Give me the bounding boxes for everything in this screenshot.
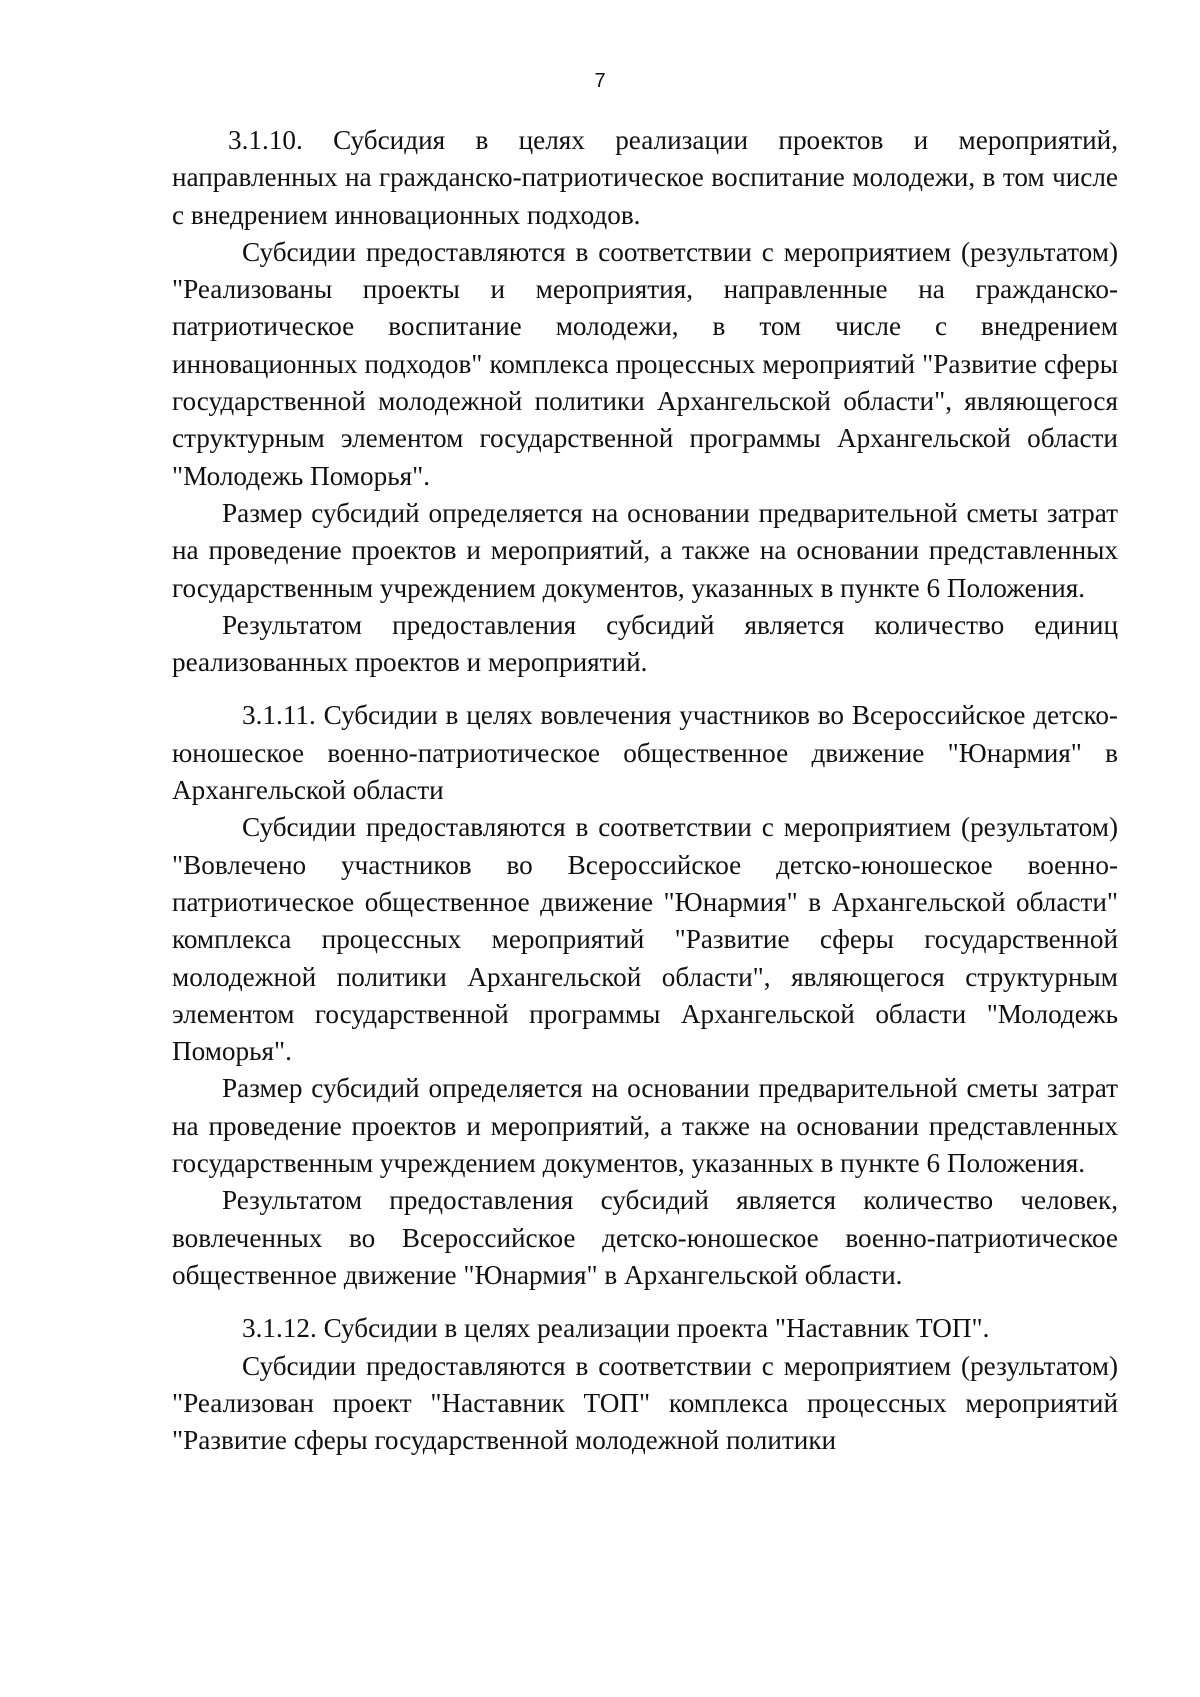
- section-3-1-10-heading: 3.1.10. Субсидия в целях реализации проектов и мероприятий, направленных на гражданско-патриотическое воспитание молодежи, в том числе с внедрением инновационных подходов.: [172, 125, 1118, 230]
- section-3-1-10-result: Результатом предоставления субсидий является количество единиц реализованных проектов и мероприятий.: [172, 609, 1118, 678]
- section-3-1-10-amount: Размер субсидий определяется на основании предварительной сметы затрат на проведение проектов и мероприятий, а также на основании представленных государственным учреждением документов, указанных в пункте 6 Положения.: [172, 497, 1118, 603]
- section-3-1-11-heading: 3.1.11. Субсидии в целях вовлечения участников во Всероссийское детско-юношеское военно-патриотическое общественное движение "Юнармия" в Архангельской области: [172, 700, 1118, 806]
- section-3-1-12-heading: 3.1.12. Субсидии в целях реализации проекта "Наставник ТОП".: [242, 1313, 990, 1344]
- document-body: [172, 122, 1118, 1459]
- page-number: 7: [594, 70, 606, 92]
- section-3-1-11-basis: Субсидии предоставляются в соответствии с мероприятием (результатом) "Вовлечено участников во Всероссийское детско-юношеское военно-патриотическое общественное движение "Юнармия" в Архангельской области" комплекса процессных мероприятий "Развитие сферы государственной молодежной политики Архангельской области", являющегося структурным элементом государственной программы Архангельской области "Молодежь Поморья".: [172, 812, 1118, 1067]
- section-3-1-10-basis: Субсидии предоставляются в соответствии с мероприятием (результатом) "Реализованы проекты и мероприятия, направленные на гражданско-патриотическое воспитание молодежи, в том числе с внедрением инновационных подходов" комплекса процессных мероприятий "Развитие сферы государственной молодежной политики Архангельской области", являющегося структурным элементом государственной программы Архангельской области "Молодежь Поморья".: [172, 236, 1118, 491]
- section-3-1-12-basis: Субсидии предоставляются в соответствии с мероприятием (результатом) "Реализован проект "Наставник ТОП" комплекса процессных мероприятий "Развитие сферы государственной молодежной политики: [172, 1350, 1118, 1456]
- section-3-1-11-result: Результатом предоставления субсидий является количество человек, вовлеченных во Всероссийское детско-юношеское военно-патриотическое общественное движение "Юнармия" в Архангельской области.: [172, 1185, 1118, 1290]
- section-3-1-11-amount: Размер субсидий определяется на основании предварительной сметы затрат на проведение проектов и мероприятий, а также на основании представленных государственным учреждением документов, указанных в пункте 6 Положения.: [172, 1073, 1118, 1179]
